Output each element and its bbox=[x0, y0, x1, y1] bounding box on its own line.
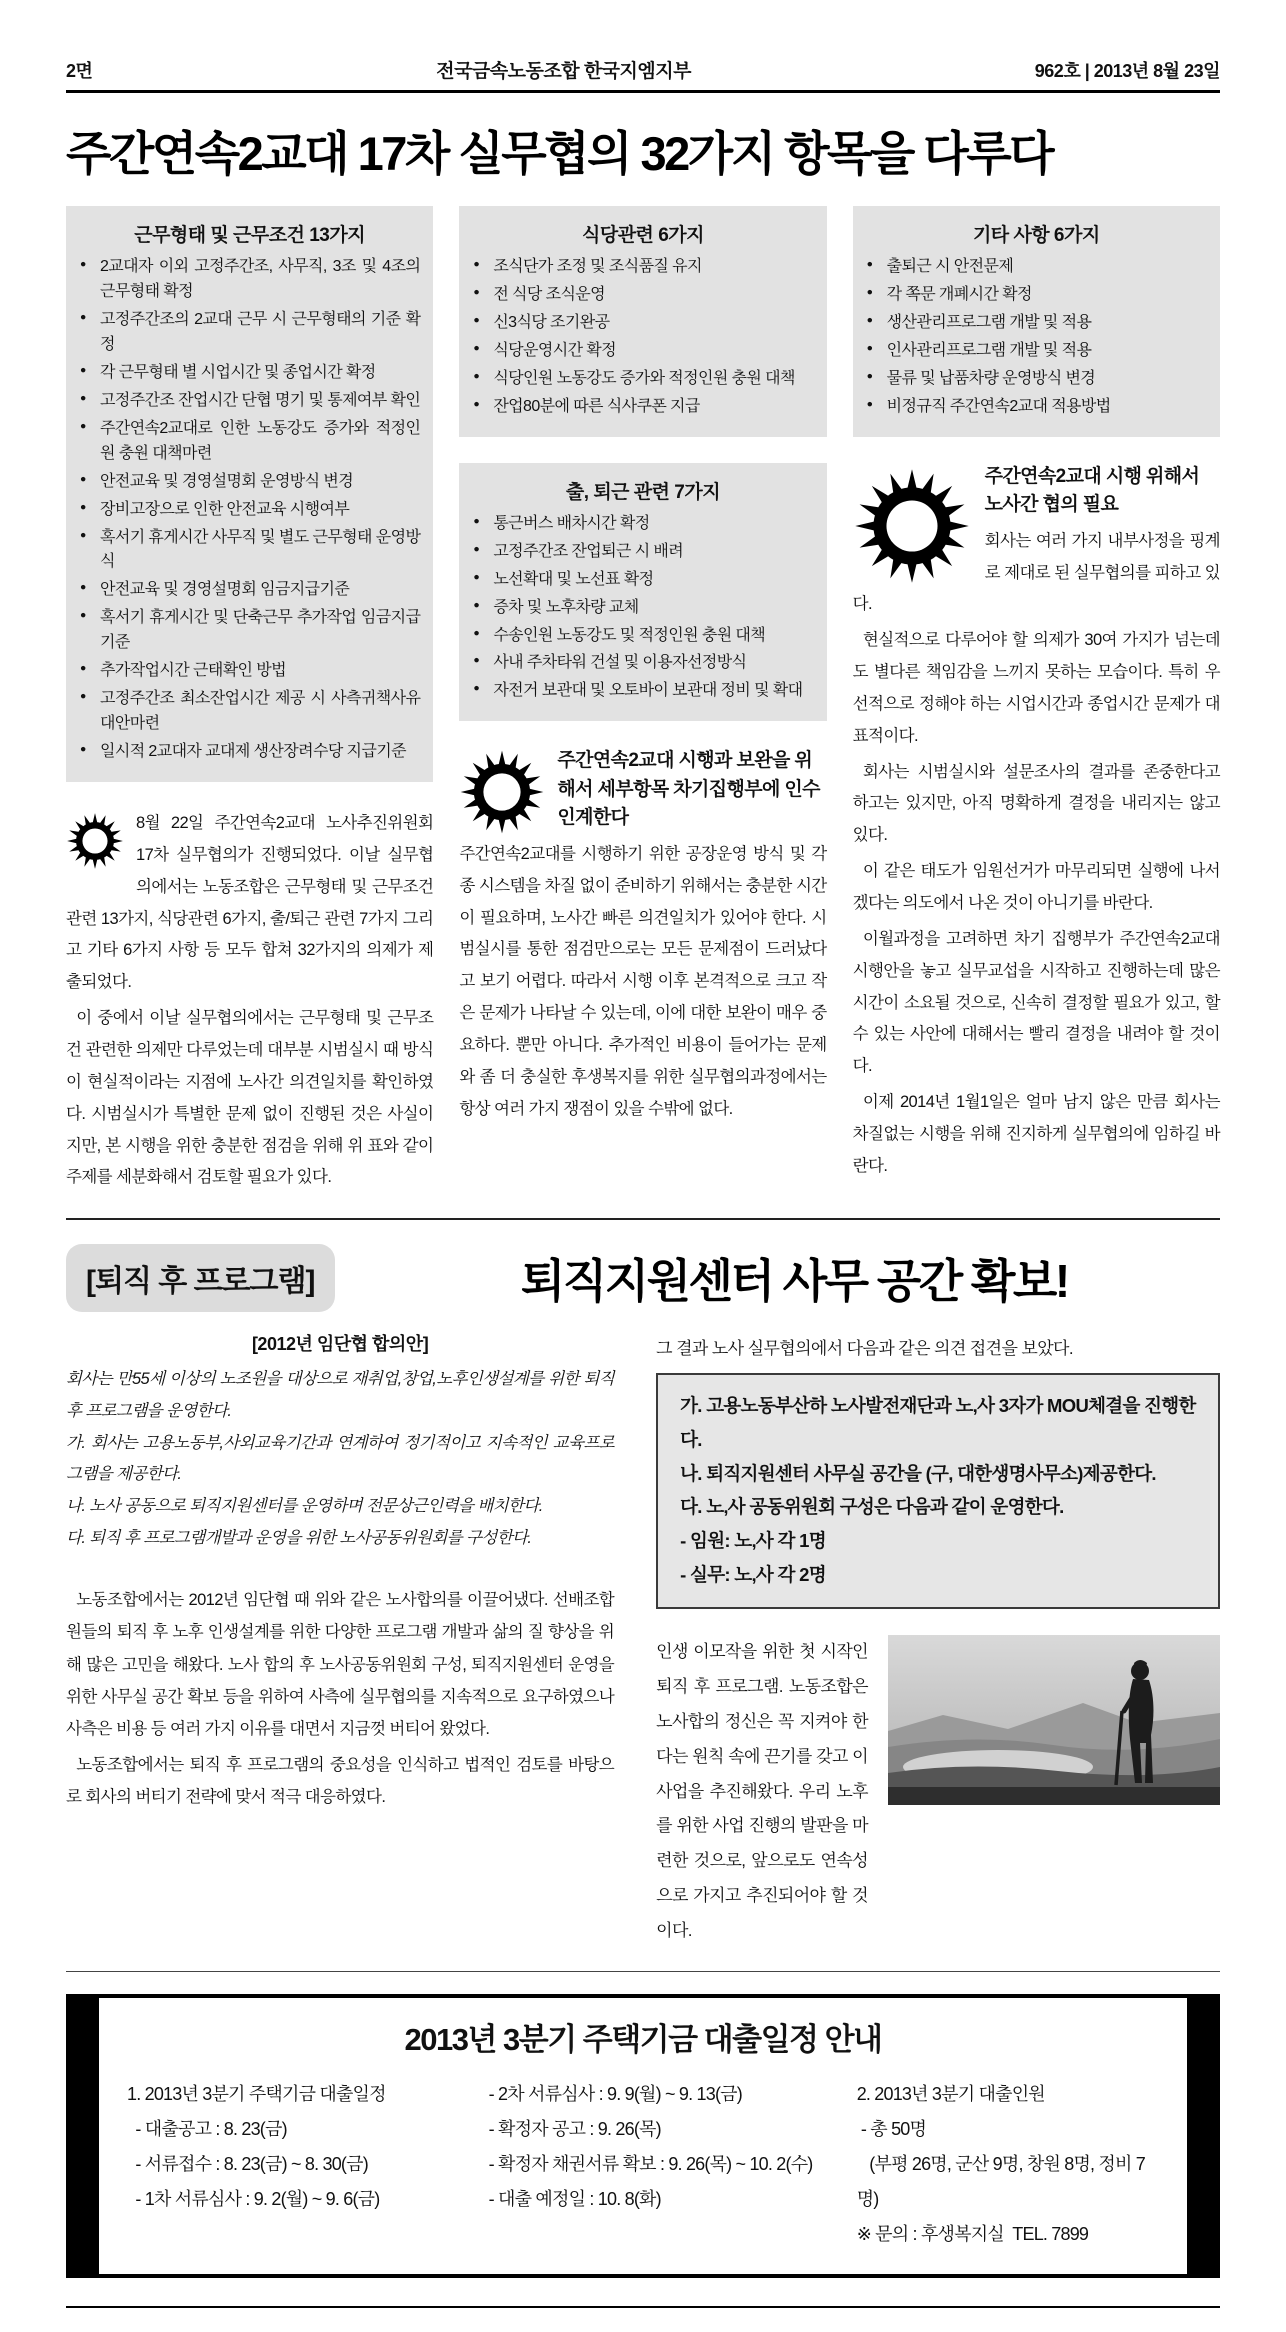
agenda-item: ● 혹서기 휴게시간 사무직 및 별도 근무형태 운영방식 bbox=[79, 526, 420, 576]
notice-line: - 확정자 공고 : 9. 26(목) bbox=[488, 2118, 661, 2139]
notice-line: - 2차 서류심사 : 9. 9(월) ~ 9. 13(금) bbox=[488, 2083, 742, 2104]
agenda-item: ● 혹서기 휴게시간 및 단축근무 추가작업 임금지급기준 bbox=[79, 606, 420, 656]
agenda-box-commute bbox=[459, 463, 826, 722]
paragraph: 이제 2014년 1월1일은 얼마 남지 않은 만큼 회사는 차질없는 시행을 위해 진지하게 실무협의에 임하길 바란다. bbox=[852, 1093, 1220, 1175]
paragraph: 현실적으로 다루어야 할 의제가 30여 가지가 넘는데도 별다른 책임감을 느끼지 못하는 모습이다. 특히 우선적으로 정해야 하는 시업시간과 종업시간 문제가 대표적이다. bbox=[852, 631, 1220, 745]
paragraph: 8월 22일 주간연속2교대 노사추진위원회 17차 실무협의가 진행되었다. 이날 실무협의에서는 노동조합은 근무형태 및 근무조건 관련 13가지, 식당관련 6가지, 출/퇴근 관련 7가지 그리고 기타 6가지 사항 등 모두 합쳐 32가지의 의제가 제출되었다. bbox=[66, 814, 434, 992]
paragraph: 이 같은 태도가 임원선거가 마무리되면 실행에 나서겠다는 의도에서 나온 것이 아니기를 바란다. bbox=[852, 862, 1220, 912]
agreement-line: 가. 회사는 고용노동부,사외교육기간과 연계하여 정기적이고 지속적인 교육프로그램을 제공한다. bbox=[66, 1433, 615, 1484]
agenda-item: ● 통근버스 배차시간 확정 bbox=[472, 512, 813, 537]
agenda-item: ● 비정규직 주간연속2교대 적용방법 bbox=[866, 395, 1207, 420]
mou-line: 다. 노,사 공동위원회 구성은 다음과 같이 운영한다. bbox=[680, 1496, 1064, 1518]
notice-line: - 대출공고 : 8. 23(금) bbox=[127, 2118, 287, 2139]
paragraph: 이 중에서 이날 실무협의에서는 근무형태 및 근무조건 관련한 의제만 다루었는데 대부분 시범실시 때 방식이 현실적이라는 지점에 노사간 의견일치를 확인하였다. 시범실시가 특별한 문제 없이 진행된 것은 사실이지만, 본 시행을 위한 충분한 점검을 위해 위 표와 같이 주제를 세분화해서 검토할 필요가 있다. bbox=[66, 1009, 434, 1187]
section2-left-body bbox=[66, 1584, 614, 1813]
agenda-item: ● 주간연속2교대로 인한 노동강도 증가와 적정인원 충원 대책마련 bbox=[79, 417, 420, 467]
notice-columns bbox=[127, 2077, 1159, 2252]
notice-line: - 대출 예정일 : 10. 8(화) bbox=[488, 2189, 661, 2210]
agenda-item: ● 장비고장으로 인한 안전교육 시행여부 bbox=[79, 498, 420, 523]
column-3 bbox=[853, 206, 1220, 1198]
masthead bbox=[66, 56, 1220, 83]
agenda-item: ● 고정주간조의 2교대 근무 시 근무형태의 기준 확정 bbox=[79, 308, 420, 358]
agenda-item: ● 각 쪽문 개폐시간 확정 bbox=[866, 283, 1207, 308]
agreement-line: 회사는 만55세 이상의 노조원을 대상으로 재취업,창업,노후인생설계를 위한 퇴직 후 프로그램을 운영한다. bbox=[66, 1370, 615, 1420]
masthead-rule bbox=[66, 90, 1220, 93]
column-2 bbox=[459, 206, 826, 1198]
agenda-item: ● 안전교육 및 경영설명회 운영방식 변경 bbox=[79, 470, 420, 495]
masthead-title: 전국금속노동조합 한국지엠지부 bbox=[436, 61, 691, 82]
photo-caption-paragraph: 인생 이모작을 위한 첫 시작인 퇴직 후 프로그램. 노동조합은 노사합의 정신은 꼭 지켜야 한다는 원칙 속에 끈기를 갖고 이 사업을 추진해왔다. 우리 노후를 위한 사업 진행의 발판을 마련한 것으로, 앞으로도 연속성으로 가지고 추진되어야 할 것이다. bbox=[656, 1642, 868, 1940]
section2-right bbox=[656, 1320, 1220, 1949]
mou-line: 가. 고용노동부산하 노사발전재단과 노,사 3자가 MOU체결을 진행한다. bbox=[680, 1395, 1196, 1450]
kicker-badge: [퇴직 후 프로그램] bbox=[66, 1244, 335, 1312]
section2-left bbox=[66, 1320, 614, 1949]
agenda-list bbox=[472, 512, 813, 705]
notice-line: (부평 26명, 군산 9명, 창원 8명, 정비 7명) bbox=[856, 2153, 1146, 2210]
issue-date: 962호 | 2013년 8월 23일 bbox=[1034, 61, 1220, 81]
agenda-item: ● 고정주간조 최소잔업시간 제공 시 사측귀책사유 대안마련 bbox=[79, 687, 420, 737]
notice-col-2 bbox=[489, 2077, 839, 2252]
agenda-item: ● 전 식당 조식운영 bbox=[472, 283, 813, 308]
notice-line: 1. 2013년 3분기 주택기금 대출일정 bbox=[127, 2083, 386, 2104]
agenda-box-etc bbox=[853, 206, 1220, 437]
agenda-box-work bbox=[66, 206, 433, 782]
agenda-item: ● 식당인원 노동강도 증가와 적정인원 충원 대책 bbox=[472, 367, 813, 392]
agenda-item: ● 물류 및 납품차량 운영방식 변경 bbox=[866, 367, 1207, 392]
agenda-item: ● 잔업80분에 따른 식사쿠폰 지급 bbox=[472, 395, 813, 420]
photo-row bbox=[656, 1635, 1220, 1949]
paragraph: 주간연속2교대를 시행하기 위한 공장운영 방식 및 각종 시스템을 차질 없이 준비하기 위해서는 충분한 시간이 필요하며, 노사간 빠른 의견일치가 있어야 한다. 시범실시를 통한 점검만으로는 모든 문제점이 드러났다고 보기 어렵다. 따라서 시행 이후 본격적으로 크고 작은 문제가 나타날 수 있는데, 이에 대한 보완이 매우 중요하다. 뿐만 아니다. 추가적인 비용이 들어가는 문제와 좀 더 충실한 후생복지를 위한 실무협의과정에서는 항상 여러 가지 쟁점이 있을 수밖에 없다. bbox=[459, 844, 827, 1118]
sun-icon bbox=[66, 812, 124, 870]
mou-line: - 실무: 노,사 각 2명 bbox=[680, 1563, 826, 1585]
agenda-item: ● 신3식당 조기완공 bbox=[472, 311, 813, 336]
notice-line: - 서류접수 : 8. 23(금) ~ 8. 30(금) bbox=[127, 2153, 368, 2174]
section-divider-thin bbox=[66, 1971, 1220, 1972]
article-col1 bbox=[66, 808, 433, 1194]
agenda-item: ● 식당운영시간 확정 bbox=[472, 339, 813, 364]
notice-line: - 1차 서류심사 : 9. 2(월) ~ 9. 6(금) bbox=[127, 2189, 380, 2210]
agenda-box-title: 식당관련 6가지 bbox=[582, 225, 704, 246]
sun-icon bbox=[459, 749, 545, 835]
agreement-title: [2012년 임단협 합의안] bbox=[251, 1334, 429, 1355]
agenda-list bbox=[866, 255, 1207, 420]
agenda-item: ● 증차 및 노후차량 교체 bbox=[472, 596, 813, 621]
bottom-rule bbox=[66, 2306, 1220, 2308]
section2-layout bbox=[66, 1320, 1220, 1949]
section2-header bbox=[66, 1244, 1220, 1312]
agenda-item: ● 수송인원 노동강도 및 적정인원 충원 대책 bbox=[472, 624, 813, 649]
loan-notice-box bbox=[66, 1994, 1220, 2278]
agenda-item: ● 일시적 2교대자 교대제 생산장려수당 지급기준 bbox=[79, 740, 420, 765]
mou-line: - 임원: 노,사 각 1명 bbox=[680, 1529, 826, 1551]
notice-line: 2. 2013년 3분기 대출인원 bbox=[856, 2083, 1045, 2104]
agenda-item: ● 출퇴근 시 안전문제 bbox=[866, 255, 1207, 280]
agenda-item: ● 노선확대 및 노선표 확정 bbox=[472, 568, 813, 593]
sun-icon bbox=[853, 467, 971, 585]
article-body bbox=[459, 839, 826, 1126]
agenda-list bbox=[472, 255, 813, 420]
paragraph: 노동조합에서는 2012년 임단협 때 위와 같은 노사합의를 이끌어냈다. 선배조합원들의 퇴직 후 노후 인생설계를 위한 다양한 프로그램 개발과 삶의 질 향상을 위해 많은 고민을 해왔다. 노사 합의 후 노사공동위원회 구성, 퇴직지원센터 운영을 위한 사무실 공간 확보 등을 위하여 사측에 실무협의를 지속적으로 요구하였으나 사측은 비용 등 여러 가지 이유를 대면서 지금껏 버티어 왔었다. bbox=[66, 1591, 615, 1738]
agenda-box-cafeteria bbox=[459, 206, 826, 437]
agreement-text bbox=[66, 1364, 614, 1554]
paragraph: 노동조합에서는 퇴직 후 프로그램의 중요성을 인식하고 법적인 검토를 바탕으로 회사의 버티기 전략에 맞서 적극 대응하였다. bbox=[66, 1756, 615, 1807]
agenda-item: ● 고정주간조 잔업시간 단협 명기 및 통제여부 확인 bbox=[79, 389, 420, 414]
notice-col-3 bbox=[857, 2077, 1159, 2252]
agenda-item: ● 안전교육 및 경영설명회 임금지급기준 bbox=[79, 578, 420, 603]
agenda-list bbox=[79, 255, 420, 765]
agenda-item: ● 사내 주차타워 건설 및 이용자선정방식 bbox=[472, 651, 813, 676]
agenda-item: ● 인사관리프로그램 개발 및 적용 bbox=[866, 339, 1207, 364]
paragraph: 회사는 시범실시와 설문조사의 결과를 존중한다고 하고는 있지만, 아직 명확하게 결정을 내리지는 않고 있다. bbox=[852, 762, 1220, 845]
paragraph: 이월과정을 고려하면 차기 집행부가 주간연속2교대 시행안을 놓고 실무교섭을 시작하고 진행하는데 많은 시간이 소요될 것으로, 신속히 결정할 필요가 있고, 할 수 있는 사안에 대해서는 빨리 결정을 내려야 할 것이다. bbox=[852, 929, 1220, 1076]
notice-line: - 총 50명 bbox=[856, 2118, 927, 2139]
agenda-item: ● 2교대자 이외 고정주간조, 사무직, 3조 및 4조의 근무형태 확정 bbox=[79, 255, 420, 305]
mou-agreement-box bbox=[656, 1373, 1220, 1609]
notice-line: ※ 문의 : 후생복지실 TEL. 7899 bbox=[856, 2224, 1089, 2245]
paragraph: 회사는 여러 가지 내부사정을 핑계로 제대로 된 실무협의를 피하고 있다. bbox=[852, 531, 1220, 614]
retiree-silhouette-photo bbox=[888, 1635, 1220, 1805]
notice-col-1 bbox=[127, 2077, 471, 2252]
agenda-item: ● 생산관리프로그램 개발 및 적용 bbox=[866, 311, 1207, 336]
article-body bbox=[853, 526, 1220, 1183]
article-col2 bbox=[459, 747, 826, 1125]
agreement-line: 나. 노사 공동으로 퇴직지원센터를 운영하며 전문상근인력을 배치한다. bbox=[66, 1496, 543, 1515]
agenda-box-title: 근무형태 및 근무조건 13가지 bbox=[134, 225, 366, 246]
page-number: 2면 bbox=[66, 61, 93, 81]
agenda-item: ● 자전거 보관대 및 오토바이 보관대 정비 및 확대 bbox=[472, 679, 813, 704]
mou-line: 나. 퇴직지원센터 사무실 공간을 (구, 대한생명사무소)제공한다. bbox=[680, 1462, 1156, 1484]
column-1 bbox=[66, 206, 433, 1198]
result-intro: 그 결과 노사 실무협의에서 다음과 같은 의견 접견을 보았다. bbox=[656, 1339, 1073, 1359]
agenda-item: ● 고정주간조 잔업퇴근 시 배려 bbox=[472, 540, 813, 565]
section-divider bbox=[66, 1218, 1220, 1220]
agenda-item: ● 조식단가 조정 및 조식품질 유지 bbox=[472, 255, 813, 280]
article-subhead: 주간연속2교대 시행 위해서 노사간 협의 필요 bbox=[984, 465, 1200, 516]
section2-headline: 퇴직지원센터 사무 공간 확보! bbox=[520, 1255, 1068, 1308]
article-col3 bbox=[853, 463, 1220, 1183]
main-headline: 주간연속2교대 17차 실무협의 32가지 항목을 다루다 bbox=[66, 127, 1053, 180]
article-subhead: 주간연속2교대 시행과 보완을 위해서 세부항목 차기집행부에 인수인계한다 bbox=[557, 750, 820, 829]
agenda-box-title: 기타 사항 6가지 bbox=[972, 225, 1100, 246]
agenda-item: ● 각 근무형태 별 시업시간 및 종업시간 확정 bbox=[79, 361, 420, 386]
three-column-layout bbox=[66, 206, 1220, 1198]
notice-title: 2013년 3분기 주택기금 대출일정 안내 bbox=[404, 2021, 882, 2057]
agenda-item: ● 추가작업시간 근태확인 방법 bbox=[79, 659, 420, 684]
notice-line: - 확정자 채권서류 확보 : 9. 26(목) ~ 10. 2(수) bbox=[488, 2153, 813, 2174]
agenda-box-title: 출, 퇴근 관련 7가지 bbox=[565, 481, 721, 503]
agreement-line: 다. 퇴직 후 프로그램개발과 운영을 위한 노사공동위원회를 구성한다. bbox=[66, 1528, 532, 1547]
